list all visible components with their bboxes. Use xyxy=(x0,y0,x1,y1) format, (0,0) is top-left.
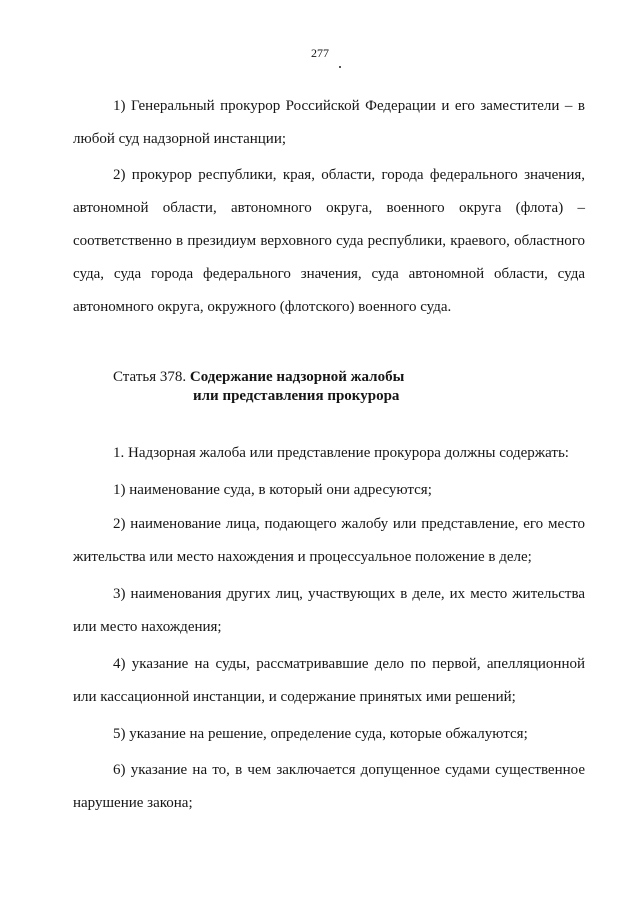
paragraph-prosecutor-general: 1) Генеральный прокурор Российской Федерации и его заместители – в любой суд надзорной инстанции; xyxy=(73,98,585,147)
article-title-line1: Содержание надзорной жалобы xyxy=(189,369,405,385)
article-heading xyxy=(113,368,583,406)
paragraph-subitem-2: 2) наименование лица, подающего жалобу или представление, его место жительства или место нахождения и процессуальное положение в деле; xyxy=(73,516,585,565)
paragraph-subitem-3: 3) наименования других лиц, участвующих в деле, их место жительства или место нахождения; xyxy=(73,586,585,635)
page-mark xyxy=(339,66,341,68)
paragraph-subitem-4: 4) указание на суды, рассматривавшие дело по первой, апелляционной или кассационной инстанции, и содержание принятых ими решений; xyxy=(73,656,585,705)
paragraph-subitem-5: 5) указание на решение, определение суда, которые обжалуются; xyxy=(113,726,528,742)
article-number: Статья 378. xyxy=(113,369,187,385)
article-title-line2: или представления прокурора xyxy=(193,388,400,404)
paragraph-subitem-1: 1) наименование суда, в который они адресуются; xyxy=(113,482,432,498)
paragraph-subitem-6: 6) указание на то, в чем заключается допущенное судами существенное нарушение закона; xyxy=(73,762,585,811)
page-number: 277 xyxy=(311,46,329,60)
paragraph-regional-prosecutor: 2) прокурор республики, края, области, города федерального значения, автономной области, автономного округа, военного округа (флота) – соответственно в президиум верховного суда республики, краевого, областного суда, суда города федерального значения, суда автономной области, суда автономного округа, окружного (флотского) военного суда. xyxy=(73,167,585,315)
paragraph-item-1-intro: 1. Надзорная жалоба или представление прокурора должны содержать: xyxy=(113,445,569,461)
